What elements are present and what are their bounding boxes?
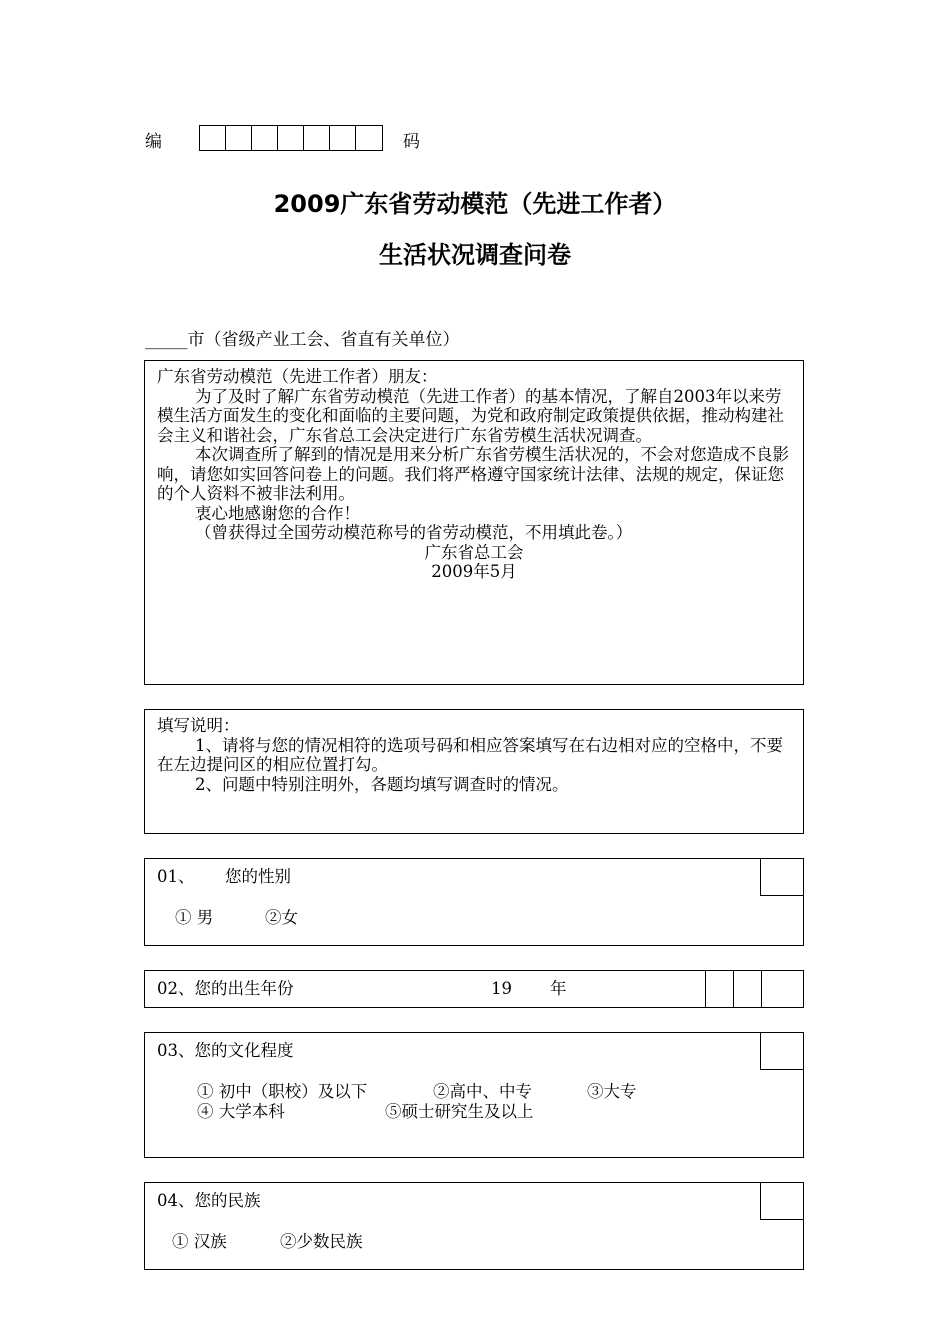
city-line-text: 市（省级产业工会、省直有关单位） [187, 330, 460, 350]
q03-option-1: ① 初中（职校）及以下 [197, 1082, 368, 1101]
q03-option-5: ⑤硕士研究生及以上 [385, 1102, 534, 1121]
code-left-label: 编 [145, 132, 162, 152]
instructions-box [144, 709, 804, 834]
city-line [145, 325, 460, 350]
code-input-boxes[interactable] [199, 125, 383, 151]
q02-question: 02、您的出生年份 [157, 979, 294, 998]
code-digit-box[interactable] [252, 126, 278, 150]
letter-date: 2009年5月 [431, 562, 517, 581]
letter-note: （曾获得过全国劳动模范称号的省劳动模范，不用填此卷。） [195, 523, 633, 542]
code-right-label: 码 [403, 132, 420, 152]
q03-question: 03、您的文化程度 [157, 1041, 294, 1060]
letter-paragraph-2: 本次调查所了解到的情况是用来分析广东省劳模生活状况的，不会对您造成不良影响，请您如实回答问卷上的问题。我们将严格遵守国家统计法律、法规的规定，保证您的个人资料不被非法利用。 [157, 445, 789, 503]
page-title: 2009广东省劳动模范（先进工作者） [273, 190, 677, 218]
code-digit-box[interactable] [226, 126, 252, 150]
letter-box [144, 360, 804, 685]
q02-digit-box[interactable] [705, 970, 733, 1008]
question-04 [144, 1182, 804, 1270]
code-digit-box[interactable] [200, 126, 226, 150]
q03-option-3: ③大专 [587, 1082, 637, 1101]
q01-number: 01、 [157, 867, 195, 886]
instructions-item-1: 1、请将与您的情况相符的选项号码和相应答案填写在右边相对应的空格中，不要在左边提问区的相应位置打勾。 [157, 735, 783, 774]
q01-question: 您的性别 [225, 867, 291, 886]
instructions-item-2: 2、问题中特别注明外，各题均填写调查时的情况。 [195, 774, 569, 794]
instructions-heading: 填写说明： [157, 716, 240, 735]
letter-paragraph-1: 为了及时了解广东省劳动模范（先进工作者）的基本情况，了解自2003年以来劳模生活方面发生的变化和面临的主要问题，为党和政府制定政策提供依据，推动构建社会主义和谐社会，广东省总工会决定进行广东省劳模生活状况调查。 [157, 386, 784, 445]
question-01 [144, 858, 804, 946]
code-digit-box[interactable] [356, 126, 382, 150]
question-03 [144, 1032, 804, 1158]
q01-answer-box[interactable] [760, 858, 804, 896]
q03-option-4: ④ 大学本科 [197, 1102, 285, 1121]
q04-option-han: ① 汉族 [172, 1232, 227, 1251]
q04-question: 04、您的民族 [157, 1191, 261, 1210]
city-blank[interactable]: _____ [145, 330, 188, 350]
q02-digit-box[interactable] [733, 970, 761, 1008]
code-digit-box[interactable] [304, 126, 330, 150]
page-subtitle: 生活状况调查问卷 [379, 241, 571, 269]
letter-thanks: 衷心地感谢您的合作！ [195, 503, 360, 523]
q02-year-suffix: 年 [550, 979, 567, 998]
q03-answer-box[interactable] [760, 1032, 804, 1070]
code-digit-box[interactable] [330, 126, 356, 150]
q03-option-2: ②高中、中专 [433, 1082, 532, 1101]
code-digit-box[interactable] [278, 126, 304, 150]
q01-option-male: ① 男 [175, 908, 214, 927]
q04-option-minority: ②少数民族 [280, 1232, 363, 1251]
q01-option-female: ②女 [265, 908, 298, 927]
letter-signature: 广东省总工会 [424, 542, 524, 562]
q04-answer-box[interactable] [760, 1182, 804, 1220]
q02-year-prefix: 19 [491, 979, 512, 998]
question-02 [144, 970, 804, 1008]
q02-digit-box[interactable] [761, 970, 804, 1008]
letter-greeting: 广东省劳动模范（先进工作者）朋友： [157, 367, 438, 386]
